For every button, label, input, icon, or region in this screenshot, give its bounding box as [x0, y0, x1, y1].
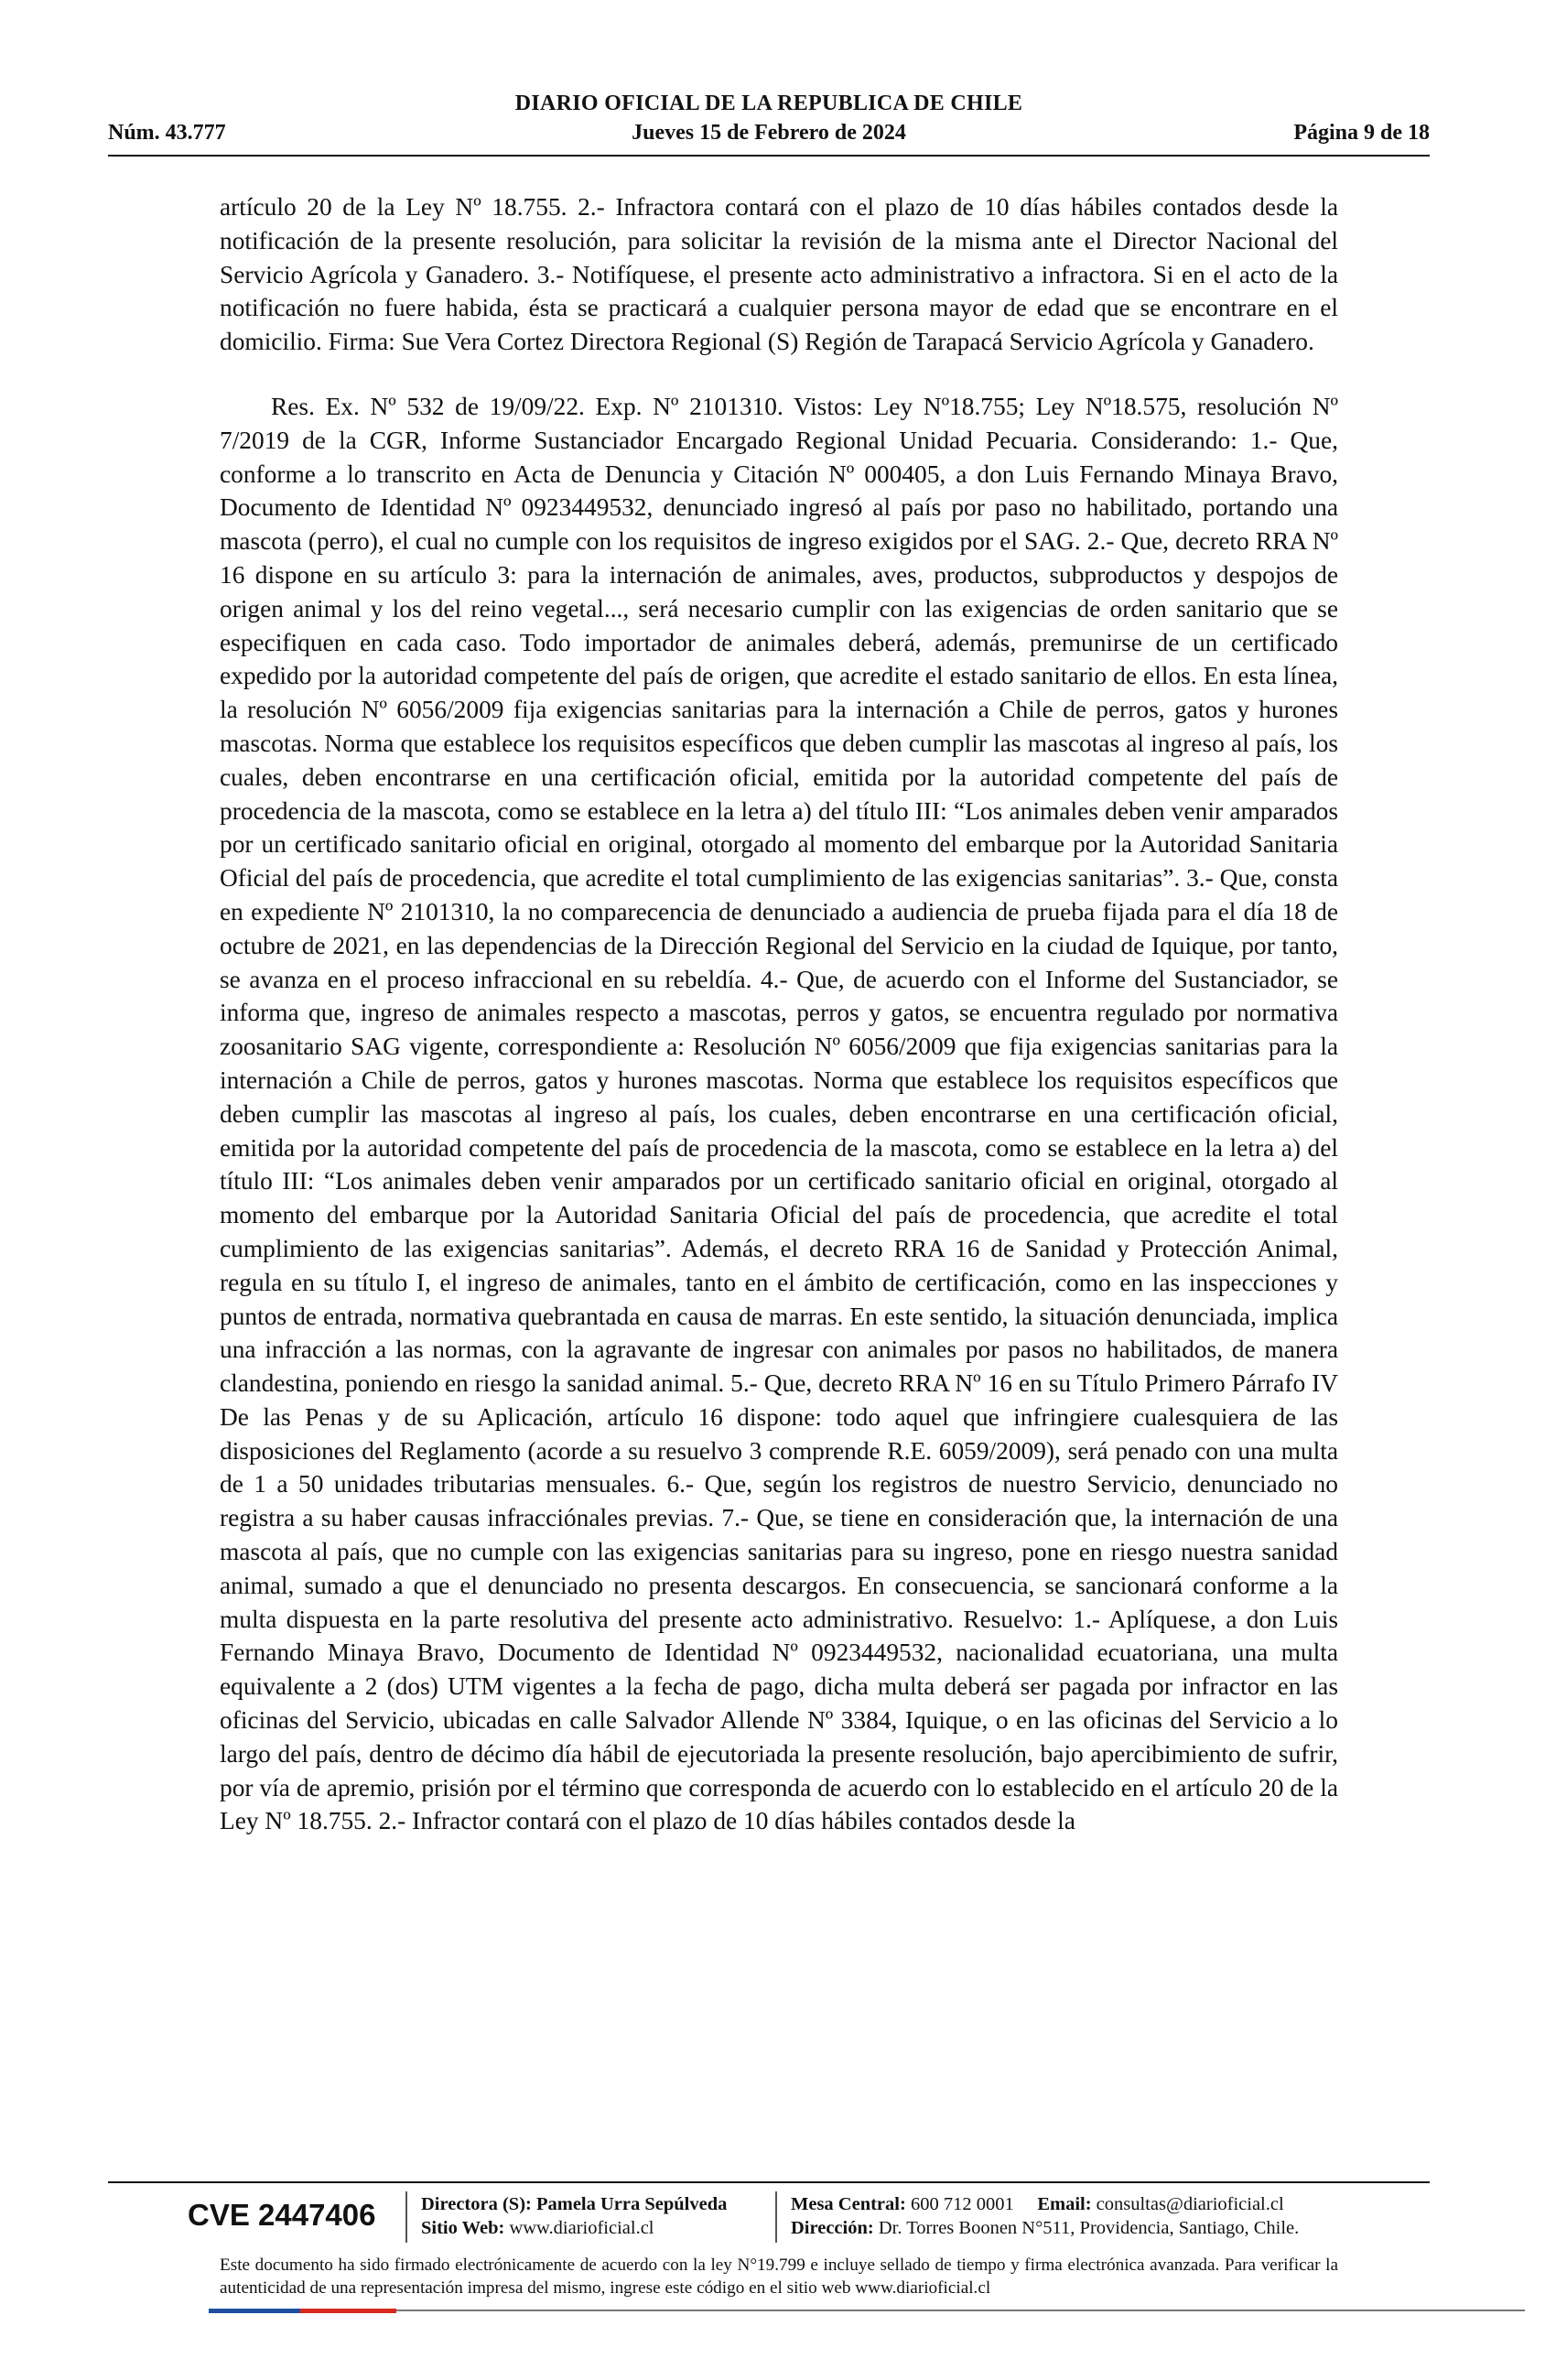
page-header [108, 92, 1430, 150]
cve-code: CVE 2447406 [188, 2198, 376, 2232]
footer-divider [108, 2181, 1430, 2183]
sitio-label: Sitio Web: [421, 2218, 505, 2238]
footer-bottom-line [396, 2310, 1525, 2311]
direccion-label: Dirección: [791, 2218, 874, 2238]
issue-number: Núm. 43.777 [108, 121, 226, 145]
email-label: Email: [1037, 2194, 1092, 2214]
footer-separator [775, 2191, 777, 2243]
mesa-label: Mesa Central: [791, 2194, 906, 2214]
address: Dr. Torres Boonen N°511, Providencia, Santiago, Chile. [878, 2218, 1300, 2238]
footer-separator [405, 2191, 407, 2243]
phone-number: 600 712 0001 [910, 2194, 1014, 2214]
header-divider [108, 155, 1430, 157]
flag-blue-segment [209, 2309, 300, 2313]
flag-red-segment [300, 2309, 396, 2313]
issue-date: Jueves 15 de Febrero de 2024 [632, 121, 906, 145]
paragraph-2: Res. Ex. Nº 532 de 19/09/22. Exp. Nº 2101310. Vistos: Ley Nº18.755; Ley Nº18.575, resolución Nº 7/2019 de la CGR, Informe Sustanciador Encargado Regional Unidad Pecuaria. Considerando: 1.- Que, conforme a lo transcrito en Acta de Denuncia y Citación Nº 000405, a don Luis Fernando Minaya Bravo, Documento de Identidad Nº 0923449532, denunciado ingresó al país por paso no habilitado, portando una mascota (perro), el cual no cumple con los requisitos de ingreso exigidos por el SAG. 2.- Que, decreto RRA Nº 16 dispone en su artículo 3: para la internación de animales, aves, productos, subproductos y despojos de origen animal y los del reino vegetal..., será necesario cumplir con las exigencias de orden sanitario que se especifiquen en cada caso. Todo importador de animales deberá, además, premunirse de un certificado expedido por la autoridad competente del país de origen, que acredite el estado sanitario de ellos. En esta línea, la resolución Nº 6056/2009 fija exigencias sanitarias para la internación a Chile de perros, gatos y hurones mascotas. Norma que establece los requisitos específicos que deben cumplir las mascotas al ingreso al país, los cuales, deben encontrarse en una certificación oficial, emitida por la autoridad competente del país de procedencia de la mascota, como se establece en la letra a) del título III: “Los animales deben venir amparados por un certificado sanitario oficial en original, otorgado al momento del embarque por la Autoridad Sanitaria Oficial del país de procedencia, que acredite el total cumplimiento de las exigencias sanitarias”. 3.- Que, consta en expediente Nº 2101310, la no comparecencia de denunciado a audiencia de prueba fijada para el día 18 de octubre de 2021, en las dependencias de la Dirección Regional del Servicio en la ciudad de Iquique, por tanto, se avanza en el proceso infraccional en su rebeldía. 4.- Que, de acuerdo con el Informe del Sustanciador, se informa que, ingreso de animales respecto a mascotas, perros y gatos, se encuentra regulado por normativa zoosanitario SAG vigente, correspondiente a: Resolución Nº 6056/2009 que fija exigencias sanitarias para la internación a Chile de perros, gatos y hurones mascotas. Norma que establece los requisitos específicos que deben cumplir las mascotas al ingreso al país, los cuales, deben encontrarse en una certificación oficial, emitida por la autoridad competente del país de procedencia de la mascota, como se establece en la letra a) del título III: “Los animales deben venir amparados por un certificado sanitario oficial en original, otorgado al momento del embarque por la Autoridad Sanitaria Oficial del país de procedencia, que acredite el total cumplimiento de las exigencias sanitarias”. Además, el decreto RRA 16 de Sanidad y Protección Animal, regula en su título I, el ingreso de animales, tanto en el ámbito de certificación, como en las inspecciones y puntos de entrada, normativa quebrantada en causa de marras. En este sentido, la situación denunciada, implica una infracción a las normas, con la agravante de ingresar con animales por pasos no habilitados, de manera clandestina, poniendo en riesgo la sanidad animal. 5.- Que, decreto RRA Nº 16 en su Título Primero Párrafo IV De las Penas y de su Aplicación, artículo 16 dispone: todo aquel que infringiere cualesquiera de las disposiciones del Reglamento (acorde a su resuelvo 3 comprende R.E. 6059/2009), será penado con una multa de 1 a 50 unidades tributarias mensuales. 6.- Que, según los registros de nuestro Servicio, denunciado no registra a su haber causas infracciónales previas. 7.- Que, se tiene en consideración que, la internación de una mascota al país, que no cumple con las exigencias sanitarias para su ingreso, pone en riesgo nuestra sanidad animal, sumado a que el denunciado no presenta descargos. En consecuencia, se sancionará conforme a la multa dispuesta en la parte resolutiva del presente acto administrativo. Resuelvo: 1.- Aplíquese, a don Luis Fernando Minaya Bravo, Documento de Identidad Nº 0923449532, nacionalidad ecuatoriana, una multa equivalente a 2 (dos) UTM vigentes a la fecha de pago, dicha multa deberá ser pagada por infractor en las oficinas del Servicio, ubicadas en calle Salvador Allende Nº 3384, Iquique, o en las oficinas del Servicio a lo largo del país, dentro de décimo día hábil de ejecutoriada la presente resolución, bajo apercibimiento de sufrir, por vía de apremio, prisión por el término que corresponda de acuerdo con lo establecido en el artículo 20 de la Ley Nº 18.755. 2.- Infractor contará con el plazo de 10 días hábiles contados desde la [220, 392, 1338, 1835]
legal-notice: Este documento ha sido firmado electrónicamente de acuerdo con la ley N°19.799 e incluye sellado de tiempo y firma electrónica avanzada. Para verificar la autenticidad de una representación impresa del mismo, ingrese este código en el sitio web www.diarioficial.cl [220, 2256, 1338, 2298]
footer-contact-left [421, 2192, 727, 2240]
website-link[interactable]: www.diarioficial.cl [509, 2218, 654, 2238]
directora-name: Pamela Urra Sepúlveda [535, 2194, 728, 2214]
footer-contact-right [791, 2192, 1299, 2240]
publication-title: DIARIO OFICIAL DE LA REPUBLICA DE CHILE [514, 92, 1023, 115]
directora-label: Directora (S): [421, 2194, 532, 2214]
page-indicator: Página 9 de 18 [1293, 121, 1430, 145]
email-link[interactable]: consultas@diarioficial.cl [1096, 2194, 1284, 2214]
paragraph-1: artículo 20 de la Ley Nº 18.755. 2.- Infractora contará con el plazo de 10 días hábiles contados desde la notificación de la presente resolución, para solicitar la revisión de la misma ante el Director Nacional del Servicio Agrícola y Ganadero. 3.- Notifíquese, el presente acto administrativo a infractora. Si en el acto de la notificación no fuere habida, ésta se practicará a cualquier persona mayor de edad que se encontrare en el domicilio. Firma: Sue Vera Cortez Directora Regional (S) Región de Tarapacá Servicio Agrícola y Ganadero. [220, 193, 1338, 356]
document-body [220, 190, 1338, 1838]
footer-color-bar [209, 2309, 1525, 2313]
